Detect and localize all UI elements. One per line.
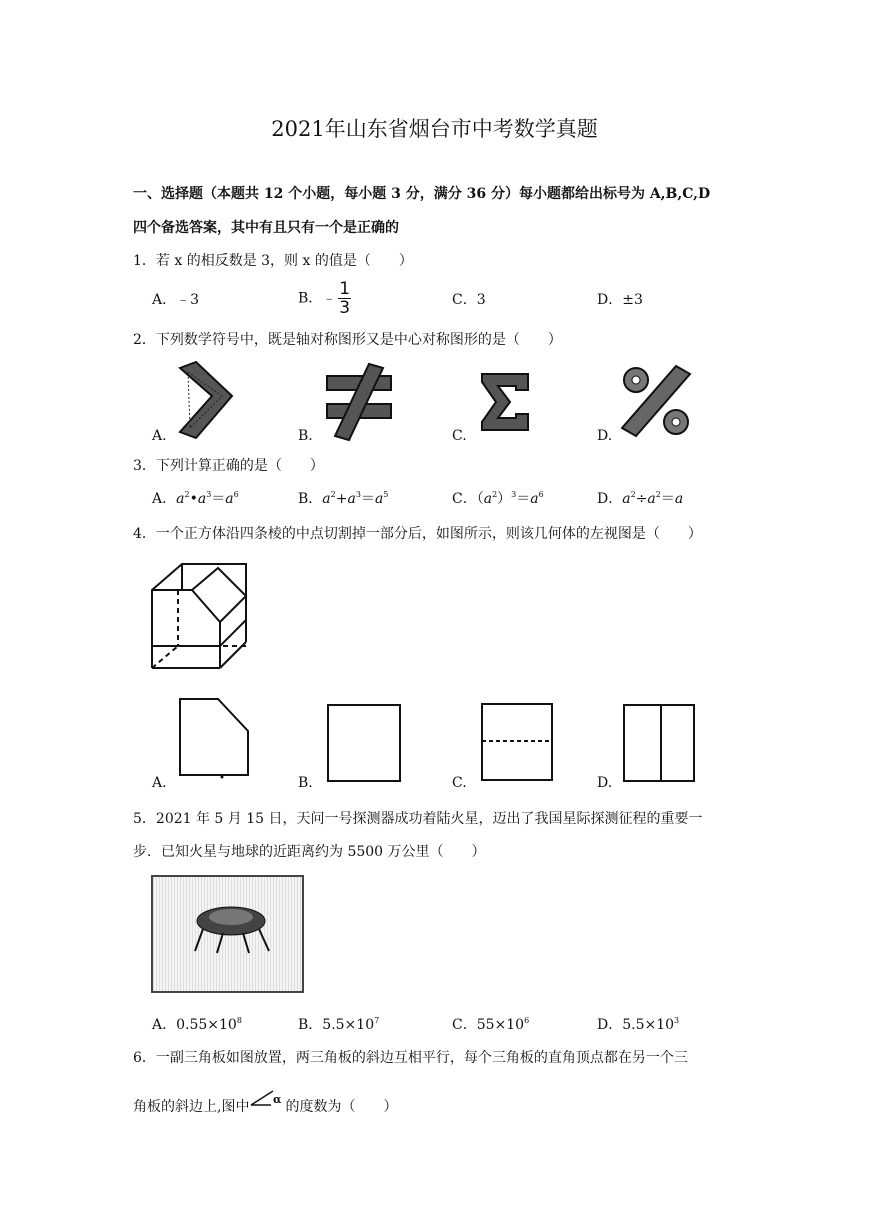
option-d-split-square-view <box>622 703 696 783</box>
chevron-symbol-figure <box>178 362 238 440</box>
question-5-stem-line2: 步．已知火星与地球的近距离约为 5500 万公里（ ） <box>133 844 486 860</box>
question-5-stem-line1: 5．2021 年 5 月 15 日，天问一号探测器成功着陆火星，迈出了我国星际探测征程的重要一 <box>133 811 703 827</box>
question-2-stem: 2．下列数学符号中，既是轴对称图形又是中心对称图形的是（ ） <box>133 332 562 348</box>
q5-option-a: A．$0.55\times 10^8$ <box>152 1016 242 1033</box>
q4-option-b: B. <box>298 775 313 791</box>
q2-option-a: A. <box>152 428 167 444</box>
q2-option-d: D. <box>597 428 613 444</box>
q5-option-c: C．$55\times 10^6$ <box>452 1016 530 1033</box>
q1-option-a: A．﹣3 <box>152 292 200 308</box>
q3-option-a: A．$a^2•a^3=a^6$ <box>152 490 239 507</box>
option-a-pentagon-view <box>178 697 250 779</box>
page-title: 2021年山东省烟台市中考数学真题 <box>271 117 598 141</box>
question-6-stem-line2: 角板的斜边上,图中 α 的度数为（ ） <box>133 1093 398 1115</box>
sigma-symbol-figure <box>478 370 532 434</box>
cut-cube-figure <box>148 560 248 672</box>
option-c-dashed-square-view <box>480 702 554 782</box>
question-4-stem: 4．一个正方体沿四条棱的中点切割掉一部分后，如图所示，则该几何体的左视图是（ ） <box>133 526 702 542</box>
q5-option-d: D．$5.5\times 10^3$ <box>597 1016 680 1033</box>
q1-option-c: C．3 <box>452 292 486 308</box>
q1-option-d: D．±3 <box>597 292 643 308</box>
percent-symbol-figure <box>620 364 692 438</box>
question-6-stem-line1: 6．一副三角板如图放置，两三角板的斜边互相平行，每个三角板的直角顶点都在另一个三 <box>133 1050 688 1066</box>
lander-icon <box>193 899 273 959</box>
q3-option-c: C．$(a^2)^3=a^6$ <box>452 490 544 507</box>
not-equal-symbol-figure <box>325 362 395 442</box>
q4-option-d: D. <box>597 775 613 791</box>
q5-option-b: B．$5.5\times 10^7$ <box>298 1016 380 1033</box>
fraction-one-third: $\frac{1}{3}$ <box>339 279 351 318</box>
question-3-stem: 3．下列计算正确的是（ ） <box>133 458 324 474</box>
q3-option-b: B．$a^2+a^3=a^5$ <box>298 490 389 507</box>
q4-option-c: C. <box>452 775 467 791</box>
svg-text:α: α <box>273 1093 282 1106</box>
q2-option-b: B. <box>298 428 313 444</box>
q3-option-d: D．$a^2\div a^2=a$ <box>597 490 684 507</box>
section-heading-line1: 一、选择题（本题共 12 个小题，每小题 3 分，满分 36 分）每小题都给出标号为 A,B,C,D <box>133 186 711 202</box>
section-heading-line2: 四个备选答案，其中有且只有一个是正确的 <box>133 220 399 236</box>
option-b-square-view <box>326 703 402 783</box>
question-1-stem: 1．若 x 的相反数是 3，则 x 的值是（ ） <box>133 253 413 269</box>
q1-option-b: B．﹣ $\frac{1}{3}$ <box>298 279 351 318</box>
q4-option-a: A. <box>152 775 167 791</box>
mars-lander-photo <box>151 875 304 993</box>
angle-alpha-icon <box>249 1095 285 1113</box>
q2-option-c: C. <box>452 428 467 444</box>
